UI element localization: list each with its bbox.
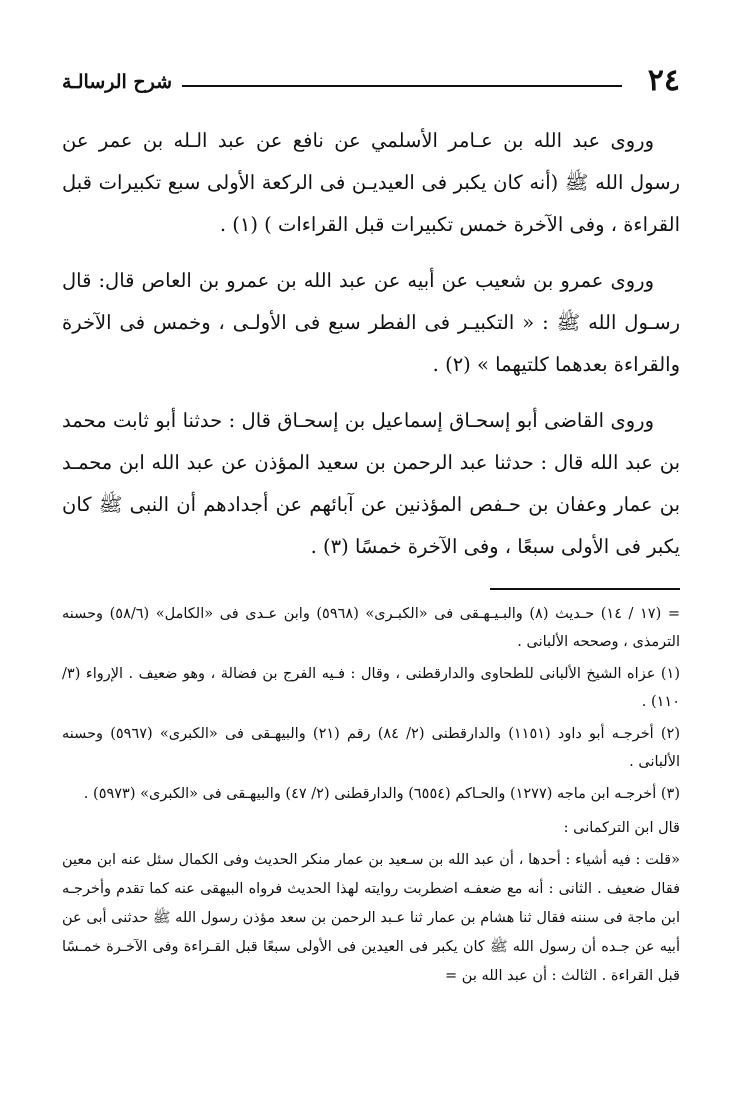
- running-title: شرح الرسالـة: [62, 71, 173, 93]
- footnotes: [62, 600, 680, 991]
- turkmani-heading: قال ابن التركمانى :: [563, 820, 680, 836]
- main-text: [62, 120, 680, 582]
- paragraph-1: وروى عبد الله بن عـامر الأسلمي عن نافع عن عبد الـله بن عمر عن رسول الله ﷺ (أنه كان يكبر فى العيديـن فى الركعة الأولى سبع تكبيرات قبل القراءة ، وفى الآخرة خمس تكبيرات قبل القراءات ) (١) .: [62, 129, 680, 236]
- header-rule: [182, 85, 622, 87]
- turkmani-quote: «قلت : فيه أشياء : أحدها ، أن عبد الله بن سـعيد بن عمار منكر الحديث وفى الكمال سئل عنه ابن معين فقال ضعيف . الثانى : أنه مع ضعفـه اضطربت روايته لهذا الحديث فرواه البيهقى عنه كما تقدم وأخرجـه ابن ماجة فى سننه فقال ثنا هشام بن عمار ثنا عـبد الرحمن بن سعد مؤذن رسول الله ﷺ حدثنى أبى عن أبيه عن جـده أن رسول الله ﷺ كان يكبر فى العيدين فى الأولى سبعًا قبل القـراءة وفى الآخـرة خمـسًا قبل القراءة . الثالث : أن عبد الله بن =: [62, 852, 680, 984]
- footnote-separator: [490, 588, 680, 590]
- footnote-3: (٣) أخرجـه ابن ماجه (١٢٧٧) والحـاكم (٦٥٥٤) والدارقطنى (٢/ ٤٧) والبيهـقى فى «الكبرى» (٥٩٧٣) .: [83, 786, 680, 802]
- paragraph-3: وروى القاضى أبو إسحـاق إسماعيل بن إسحـاق قال : حدثنا أبو ثابت محمد بن عبد الله قال : حدثنا عبد الرحمن بن سعيد المؤذن عن عبد الله ابن محمـد بن عمار وعفان بن حـفص المؤذنين عن آبائهم عن أجدادهم أن النبى ﷺ كان يكبر فى الأولى سبعًا ، وفى الآخرة خمسًا (٣) .: [62, 409, 680, 558]
- footnote-continuation: = (١٧ / ١٤) حـديث (٨) والبـيـهـقى فى «الكبـرى» (٥٩٦٨) وابن عـدى فى «الكامل» (٥٨/٦) وحسنه الترمذى ، وصححه الألبانى .: [62, 606, 680, 650]
- paragraph-2: وروى عمرو بن شعيب عن أبيه عن عبد الله بن عمرو بن العاص قال: قال رسـول الله ﷺ : « التكبيـر فى الفطر سبع فى الأولـى ، وخمس فى الآخرة والقراءة بعدهما كلتيهما » (٢) .: [62, 269, 680, 376]
- footnote-2: (٢) أخرجـه أبو داود (١١٥١) والدارقطنى (٢/ ٨٤) رقم (٢١) والبيهـقى فى «الكبرى» (٥٩٦٧) وحسنه الألبانى .: [62, 726, 680, 770]
- page-header: [62, 62, 680, 102]
- page-number: ٢٤: [647, 63, 680, 98]
- footnote-1: (١) عزاه الشيخ الألبانى للطحاوى والدارقطنى ، وقال : فـيه الفرج بن فضالة ، وهو ضعيف . الإرواء (٣/ ١١٠) .: [62, 666, 680, 710]
